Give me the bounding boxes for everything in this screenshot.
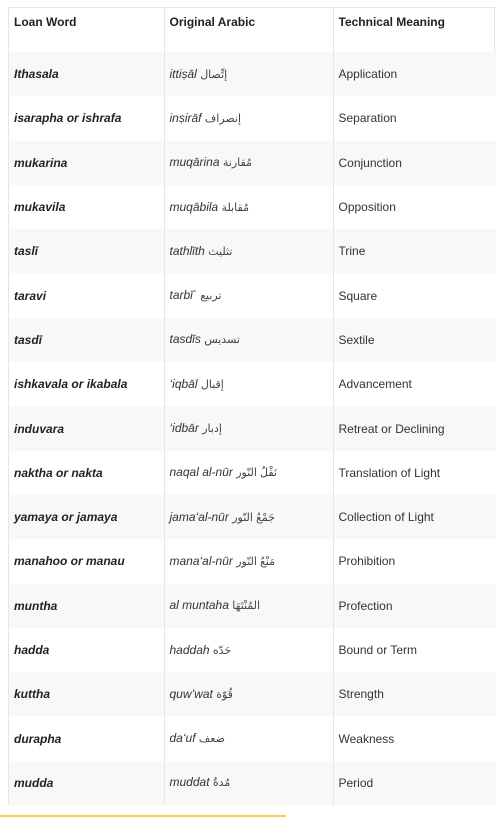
arabic-script: تثليث xyxy=(208,245,233,258)
arabic-script: إدبار xyxy=(202,423,222,436)
technical-meaning-cell: Trine xyxy=(338,244,366,259)
technical-meaning-cell: Prohibition xyxy=(338,554,396,569)
loan-word-cell: taslī xyxy=(9,229,164,273)
arabic-transliteration: haddah xyxy=(169,642,210,657)
original-arabic-cell xyxy=(164,362,333,406)
original-arabic-cell xyxy=(164,318,333,362)
original-arabic-cell xyxy=(164,716,333,760)
loan-word-cell: yamaya or jamaya xyxy=(9,495,164,539)
original-arabic-cell xyxy=(164,52,333,96)
technical-meaning-cell: Profection xyxy=(338,598,393,613)
arabic-transliteration: muqārina xyxy=(169,155,220,170)
arabic-transliteration: mana‘al-nūr xyxy=(169,553,233,568)
loan-word-cell: manahoo or manau xyxy=(9,539,164,583)
arabic-transliteration: muqābila xyxy=(169,199,219,214)
table-row xyxy=(9,406,496,450)
loan-word-cell: ishkavala or ikabala xyxy=(9,362,164,406)
header-row xyxy=(9,8,496,52)
loan-word-cell: Ithasala xyxy=(9,52,164,96)
arabic-transliteration: ittiṣāl xyxy=(169,66,197,81)
table-row xyxy=(9,672,496,716)
arabic-script: تربيع xyxy=(200,290,222,303)
arabic-script: جَمْعُ النّور xyxy=(232,511,275,524)
table-body xyxy=(9,52,496,805)
loan-word-cell: kuttha xyxy=(9,672,164,716)
loan-word-cell: hadda xyxy=(9,628,164,672)
table-row xyxy=(9,716,496,760)
table-row xyxy=(9,185,496,229)
arabic-script: مُقارنة xyxy=(222,157,252,170)
arabic-transliteration: al muntaha xyxy=(169,598,229,613)
table-row xyxy=(9,539,496,583)
arabic-script: مَنْعُ النّور xyxy=(236,555,276,568)
table-row xyxy=(9,229,496,273)
loan-word-cell: induvara xyxy=(9,406,164,450)
loan-word-cell: taravi xyxy=(9,273,164,317)
arabic-transliteration: ‘iqbāl xyxy=(169,376,198,391)
arabic-script: قُوّة xyxy=(216,688,233,701)
loan-word-table-container xyxy=(8,7,495,805)
arabic-script: إقبال xyxy=(200,378,224,391)
loan-word-cell: naktha or nakta xyxy=(9,451,164,495)
arabic-transliteration: muddat xyxy=(169,775,210,790)
technical-meaning-cell: Sextile xyxy=(338,332,375,347)
technical-meaning-cell: Separation xyxy=(338,111,397,126)
arabic-script: المُنْتَهَا xyxy=(232,600,261,613)
original-arabic-cell xyxy=(164,672,333,716)
technical-meaning-cell: Application xyxy=(338,67,398,82)
arabic-transliteration: tarbī` xyxy=(169,288,197,303)
original-arabic-cell xyxy=(164,273,333,317)
table-row xyxy=(9,96,496,140)
technical-meaning-cell: Collection of Light xyxy=(338,510,434,525)
loan-word-cell: isarapha or ishrafa xyxy=(9,96,164,140)
original-arabic-cell xyxy=(164,761,333,805)
technical-meaning-cell: Weakness xyxy=(338,731,395,746)
technical-meaning-cell: Retreat or Declining xyxy=(338,421,445,436)
technical-meaning-cell: Conjunction xyxy=(338,155,402,170)
arabic-script: مُقابلة xyxy=(221,201,249,214)
table-row xyxy=(9,495,496,539)
loan-word-cell: tasdī xyxy=(9,318,164,362)
loan-word-cell: muntha xyxy=(9,584,164,628)
arabic-transliteration: naqal al-nūr xyxy=(169,465,233,480)
arabic-transliteration: inṣirāf xyxy=(169,110,202,125)
technical-meaning-cell: Opposition xyxy=(338,200,396,215)
table-row xyxy=(9,584,496,628)
table-row xyxy=(9,628,496,672)
arabic-transliteration: quw’wat xyxy=(169,686,213,701)
original-arabic-cell xyxy=(164,539,333,583)
loan-word-cell: mukavila xyxy=(9,185,164,229)
header-technical-meaning: Technical Meaning xyxy=(338,15,445,29)
arabic-script: ضعف xyxy=(198,733,225,746)
loan-word-cell: mukarina xyxy=(9,141,164,185)
header-loan-word: Loan Word xyxy=(9,8,164,52)
table-header xyxy=(9,8,496,52)
loan-word-table xyxy=(9,8,496,805)
arabic-transliteration: jama‘al-nūr xyxy=(169,509,229,524)
arabic-transliteration: tathlīth xyxy=(169,243,205,258)
arabic-script: مُدةُ xyxy=(212,777,231,790)
technical-meaning-cell: Square xyxy=(338,288,378,303)
arabic-script: تسديس xyxy=(204,334,240,347)
arabic-transliteration: ‘idbār xyxy=(169,421,199,436)
arabic-script: إتِّصال xyxy=(200,68,228,81)
technical-meaning-cell: Bound or Term xyxy=(338,643,417,657)
arabic-transliteration: tasdīs xyxy=(169,332,201,347)
original-arabic-cell xyxy=(164,451,333,495)
technical-meaning-cell: Advancement xyxy=(338,377,412,392)
table-row xyxy=(9,318,496,362)
table-row xyxy=(9,273,496,317)
yellow-underline-divider xyxy=(0,815,286,817)
technical-meaning-cell: Strength xyxy=(338,687,384,702)
original-arabic-cell xyxy=(164,141,333,185)
table-row xyxy=(9,761,496,805)
original-arabic-cell xyxy=(164,495,333,539)
technical-meaning-cell: Period xyxy=(338,775,374,790)
technical-meaning-cell: Translation of Light xyxy=(338,465,441,480)
table-row xyxy=(9,451,496,495)
header-original-arabic: Original Arabic xyxy=(164,8,333,52)
arabic-transliteration: da‘uf xyxy=(169,731,196,746)
original-arabic-cell xyxy=(164,584,333,628)
arabic-script: نَقْلُ النّور xyxy=(236,467,277,480)
table-row xyxy=(9,362,496,406)
loan-word-cell: mudda xyxy=(9,761,164,805)
loan-word-cell: durapha xyxy=(9,716,164,760)
table-row xyxy=(9,52,496,96)
original-arabic-cell xyxy=(164,406,333,450)
original-arabic-cell xyxy=(164,185,333,229)
arabic-script: إنصراف xyxy=(204,112,242,125)
table-row xyxy=(9,141,496,185)
original-arabic-cell xyxy=(164,229,333,273)
original-arabic-cell xyxy=(164,628,333,672)
original-arabic-cell xyxy=(164,96,333,140)
arabic-script: حَدّه xyxy=(212,644,232,657)
